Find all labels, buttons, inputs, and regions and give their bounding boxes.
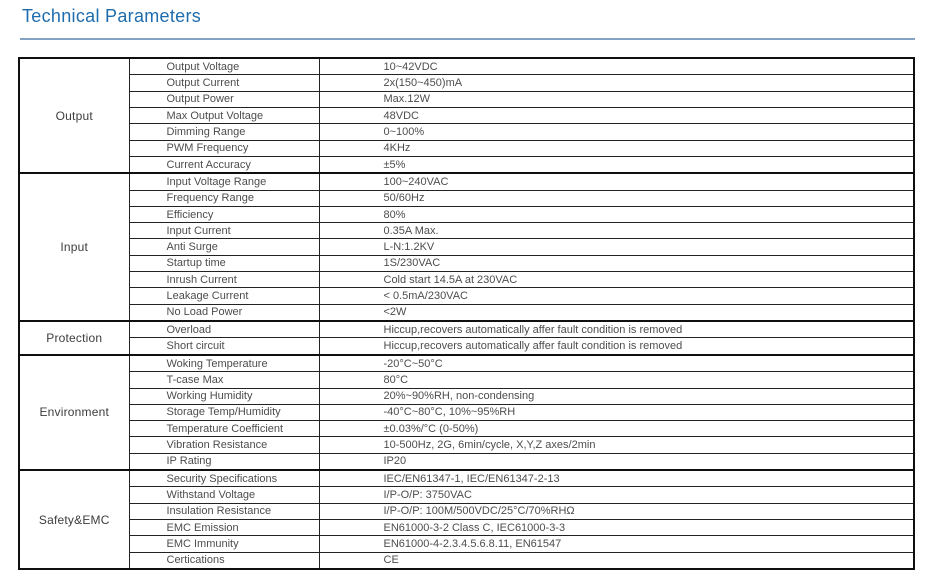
table-row [19,304,914,321]
param-label: No Load Power [129,304,319,321]
table-row [19,75,914,91]
table-row [19,288,914,304]
param-value: ±5% [319,156,914,173]
spec-table-body [19,58,914,569]
param-value: EN61000-4-2.3.4.5.6.8.11, EN61547 [319,536,914,552]
table-row [19,206,914,222]
param-value: IEC/EN61347-1, IEC/EN61347-2-13 [319,470,914,487]
param-value: 0.35A Max. [319,223,914,239]
category-cell: Environment [19,355,129,470]
param-label: Insulation Resistance [129,503,319,519]
param-label: Current Accuracy [129,156,319,173]
param-value: I/P-O/P: 100M/500VDC/25°C/70%RHΩ [319,503,914,519]
param-label: Overload [129,321,319,338]
param-value: Hiccup,recovers automatically affer fault condition is removed [319,338,914,355]
param-value: CE [319,552,914,569]
param-label: Input Voltage Range [129,173,319,190]
param-value: Max.12W [319,91,914,107]
table-row [19,156,914,173]
param-value: Cold start 14.5A at 230VAC [319,272,914,288]
param-label: Vibration Resistance [129,437,319,453]
category-cell: Safety&EMC [19,470,129,569]
param-label: EMC Immunity [129,536,319,552]
table-row [19,223,914,239]
param-label: Anti Surge [129,239,319,255]
category-cell: Input [19,173,129,321]
param-label: IP Rating [129,453,319,470]
table-row [19,107,914,123]
table-row [19,453,914,470]
param-value: ±0.03%/°C (0-50%) [319,421,914,437]
param-label: T-case Max [129,372,319,388]
table-row [19,173,914,190]
table-row [19,470,914,487]
param-value: -40°C~80°C, 10%~95%RH [319,404,914,420]
category-cell: Output [19,58,129,173]
param-label: Dimming Range [129,124,319,140]
table-row [19,190,914,206]
param-label: Temperature Coefficient [129,421,319,437]
param-value: 80°C [319,372,914,388]
table-row [19,520,914,536]
param-label: Leakage Current [129,288,319,304]
table-row [19,404,914,420]
table-row [19,239,914,255]
table-row [19,355,914,372]
param-value: 20%~90%RH, non-condensing [319,388,914,404]
param-value: EN61000-3-2 Class C, IEC61000-3-3 [319,520,914,536]
param-label: Withstand Voltage [129,487,319,503]
table-row [19,124,914,140]
table-row [19,503,914,519]
title-underline-rule [20,38,915,40]
param-value: 2x(150~450)mA [319,75,914,91]
table-row [19,437,914,453]
param-value: 10-500Hz, 2G, 6min/cycle, X,Y,Z axes/2min [319,437,914,453]
param-label: Security Specifications [129,470,319,487]
technical-parameters-table [18,57,915,570]
page-title: Technical Parameters [22,6,202,26]
param-value: 50/60Hz [319,190,914,206]
param-label: Woking Temperature [129,355,319,372]
param-value: IP20 [319,453,914,470]
table-row [19,372,914,388]
param-label: Storage Temp/Humidity [129,404,319,420]
param-value: 1S/230VAC [319,255,914,271]
param-value: 100~240VAC [319,173,914,190]
param-label: Input Current [129,223,319,239]
param-label: Output Power [129,91,319,107]
table-row [19,255,914,271]
category-cell: Protection [19,321,129,355]
param-value: L-N:1.2KV [319,239,914,255]
table-row [19,536,914,552]
table-row [19,338,914,355]
table-row [19,388,914,404]
param-value: Hiccup,recovers automatically affer fault condition is removed [319,321,914,338]
param-value: 0~100% [319,124,914,140]
param-label: PWM Frequency [129,140,319,156]
table-row [19,58,914,75]
param-label: Output Voltage [129,58,319,75]
param-value: 48VDC [319,107,914,123]
table-row [19,91,914,107]
param-value: < 0.5mA/230VAC [319,288,914,304]
param-value: 80% [319,206,914,222]
param-value: 10~42VDC [319,58,914,75]
param-value: <2W [319,304,914,321]
param-label: Short circuit [129,338,319,355]
param-label: EMC Emission [129,520,319,536]
table-row [19,487,914,503]
param-value: I/P-O/P: 3750VAC [319,487,914,503]
param-label: Working Humidity [129,388,319,404]
param-value: -20°C~50°C [319,355,914,372]
table-row [19,272,914,288]
param-label: Startup time [129,255,319,271]
table-row [19,140,914,156]
table-row [19,421,914,437]
param-label: Frequency Range [129,190,319,206]
table-row [19,321,914,338]
param-label: Inrush Current [129,272,319,288]
param-label: Efficiency [129,206,319,222]
param-label: Certications [129,552,319,569]
table-row [19,552,914,569]
param-label: Max Output Voltage [129,107,319,123]
param-value: 4KHz [319,140,914,156]
param-label: Output Current [129,75,319,91]
